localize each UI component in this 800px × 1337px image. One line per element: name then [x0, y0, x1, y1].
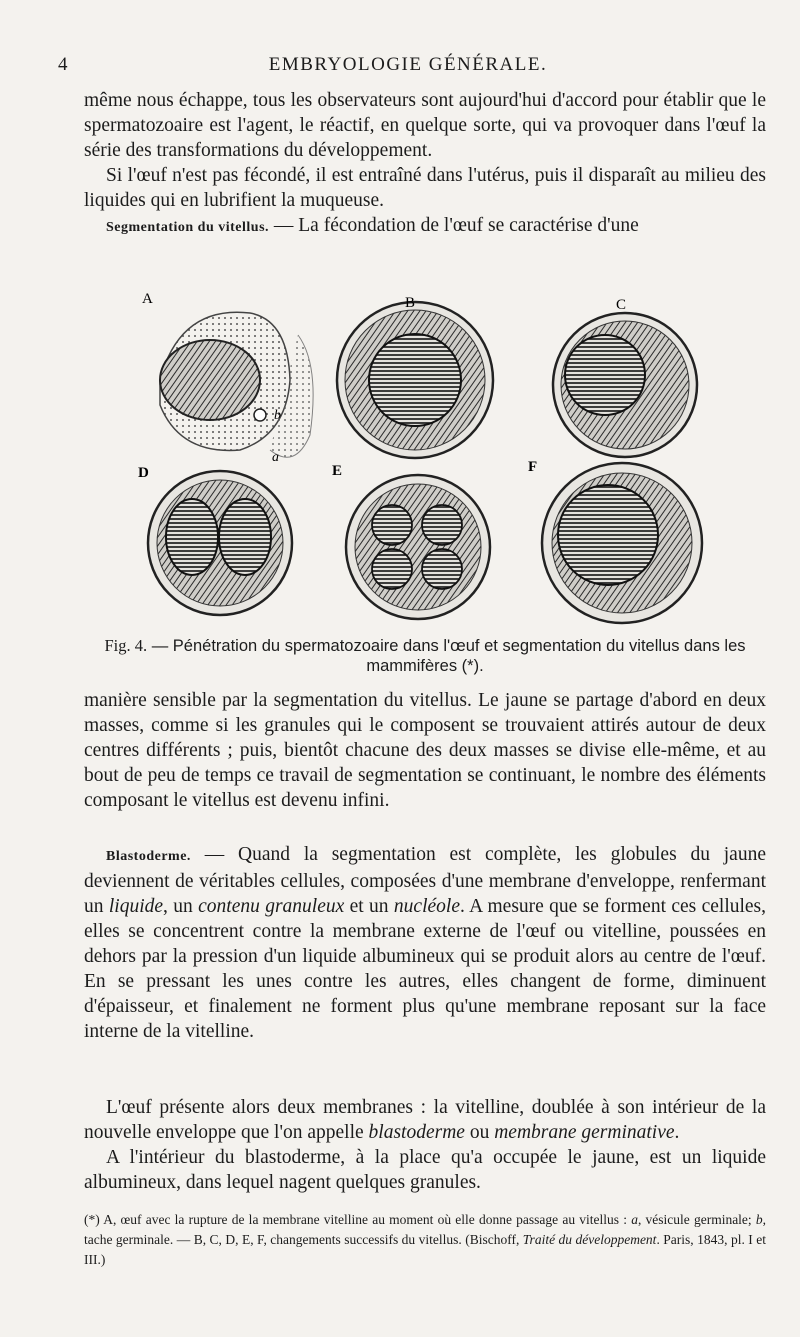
paragraph-3 [84, 213, 766, 240]
germinal-spot-circle [254, 409, 266, 421]
figure-caption [84, 636, 766, 676]
paragraph-4: manière sensible par la segmentation du vitellus. Le jaune se partage d'abord en deux masses, comme si les granules qui le composent se trouvaient attirés autour de deux centres différents ; puis, bientôt chacune des deux masses se divise elle-même, et au bout de peu de temps ce travail de segmentation se continuant, le nombre des éléments composant le vitellus est devenu infini. [84, 690, 766, 811]
paragraph-5 [84, 842, 766, 1044]
paragraph-6-text-3: . [674, 1122, 680, 1143]
paragraph-6 [84, 1095, 766, 1145]
figure-4-illustration [120, 285, 720, 630]
paragraph-5-text-3: et un [344, 896, 394, 917]
term-liquide: liquide [108, 896, 164, 917]
figure-label-c: C [616, 297, 627, 313]
footnote-term-a: a [631, 1212, 638, 1227]
footnote-text-3: , tache germinale. — B, C, D, E, F, changements successifs du vitellus. (Bischoff, [84, 1212, 766, 1247]
figure-label-f: F [528, 459, 538, 475]
footnote-text-1: (*) A, œuf avec la rupture de la membrane vitelline au moment où elle donne passage au vitellus : [84, 1212, 632, 1227]
paragraph-3-text: — La fécondation de l'œuf se caractérise d'une [269, 215, 639, 236]
figure-label-d: D [138, 465, 149, 481]
term-membrane-germinative: membrane germinative [494, 1122, 675, 1143]
paragraph-5-text-1: — Quand la segmentation est complète, les globules du jaune deviennent de véritables cellules, composées d'une membrane d'enveloppe, renfermant un [84, 844, 766, 917]
figure-caption-prefix: Fig. 4. [104, 636, 148, 655]
page-number: 4 [58, 54, 68, 75]
paragraph-6-text-1: L'œuf présente alors deux membranes : la vitelline, doublée à son intérieur de la nouvelle enveloppe que l'on appelle [84, 1097, 766, 1143]
figure-label-a: A [142, 291, 153, 307]
paragraph-5-text-2: , un [163, 896, 199, 917]
figure-label-e: E [332, 463, 343, 479]
footnote [84, 1210, 766, 1270]
term-contenu-granuleux: contenu granuleux [198, 896, 345, 917]
egg-e [346, 475, 490, 619]
figure-label-a-lower: a [272, 450, 279, 465]
running-header [58, 54, 758, 84]
figure-label-b-lower: b [274, 408, 281, 423]
footnote-book-title: Traité du développement [522, 1232, 657, 1247]
paragraph-2: Si l'œuf n'est pas fécondé, il est entraîné dans l'utérus, puis il disparaît au milieu des liquides qui en lubrifient la muqueuse. [84, 165, 766, 211]
paragraph-1: même nous échappe, tous les observateurs sont aujourd'hui d'accord pour établir que le spermatozoaire est l'agent, le réactif, en quelque sorte, qui va provoquer dans l'œuf la série des transformations du développement. [84, 90, 766, 161]
footnote-text-2: , vésicule germinale; [637, 1212, 756, 1227]
egg-a [160, 312, 313, 457]
figure-label-b: B [405, 295, 416, 311]
footnote-term-b: b [755, 1212, 763, 1227]
paragraph-6-text-2: ou [464, 1122, 495, 1143]
section-heading-segmentation: Segmentation du vitellus. [106, 220, 270, 235]
figure-caption-text: — Pénétration du spermatozoaire dans l'œuf et segmentation du vitellus dans les mammifères (*). [147, 637, 746, 675]
section-heading-blastoderme: Blastoderme. [106, 849, 191, 864]
term-blastoderme: blastoderme [368, 1122, 465, 1143]
running-title: EMBRYOLOGIE GÉNÉRALE. [268, 54, 548, 75]
paragraph-7: A l'intérieur du blastoderme, à la place qu'a occupée le jaune, est un liquide albumineux, dans lequel nagent quelques granules. [84, 1147, 766, 1193]
egg-c [553, 313, 697, 457]
egg-b [337, 302, 493, 458]
term-nucleole: nucléole [393, 896, 460, 917]
egg-d [148, 471, 292, 615]
footnote-text-4: . Paris, 1843, pl. I et III.) [84, 1232, 766, 1267]
paragraph-5-text-4: . A mesure que se forment ces cellules, elles se concentrent contre la membrane externe de l'œuf ou vitelline, poussées en dehors par la pression d'un liquide albumineux qui se produit alors au centre de l'œuf. En se pressant les unes contre les autres, elles changent de forme, diminuent d'épaisseur, et finalement ne forment plus qu'une membrane reposant sur la face interne de la vitelline. [84, 896, 767, 1042]
egg-f [542, 463, 702, 623]
